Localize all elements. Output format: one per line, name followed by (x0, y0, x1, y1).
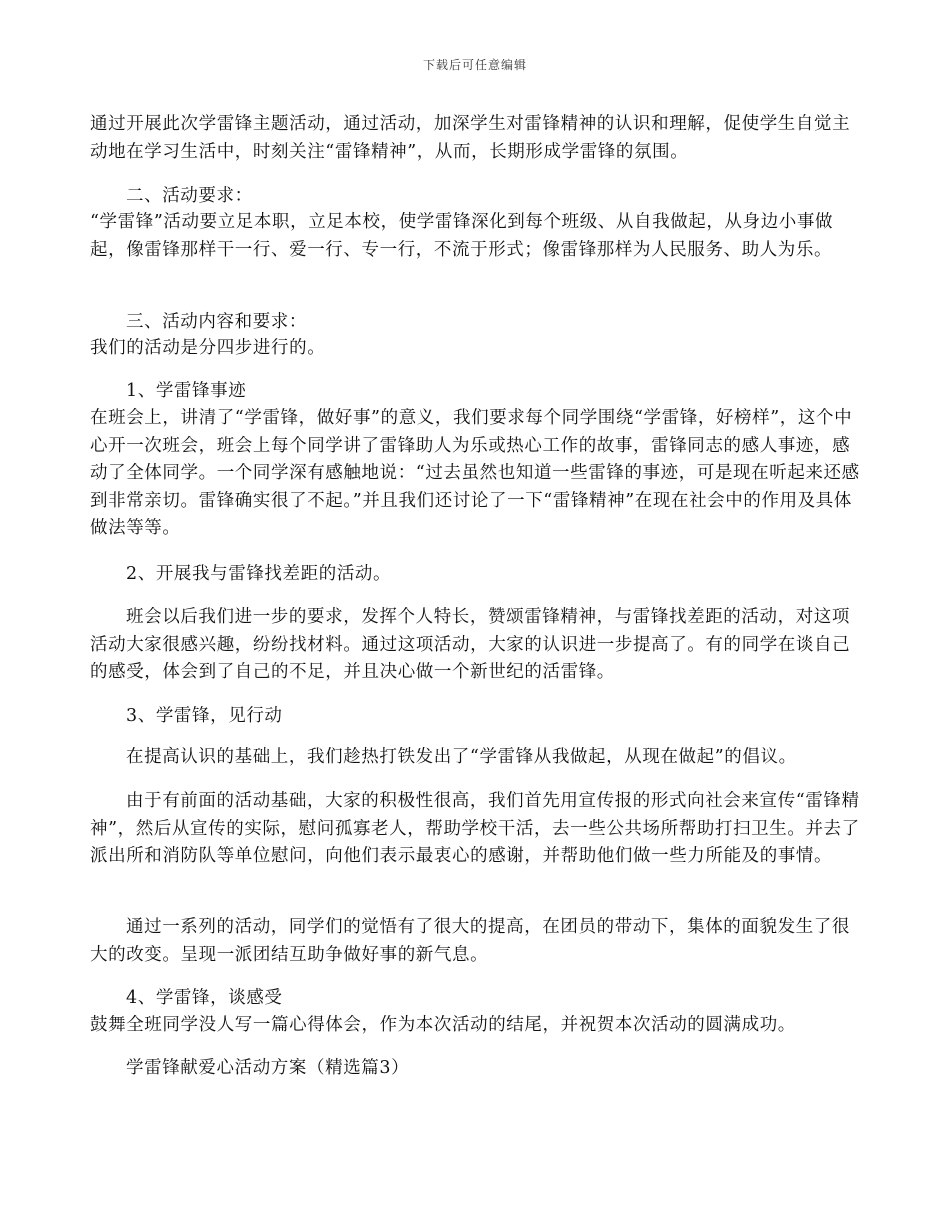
intro-paragraph: 通过开展此次学雷锋主题活动，通过活动，加深学生对雷锋精神的认识和理解，促使学生自觉主动地在学习生活中，时刻关注“雷锋精神”，从而，长期形成学雷锋的氛围。 (90, 114, 851, 162)
section2-heading: 二、活动要求： (126, 186, 253, 206)
step3-paragraph-3: 通过一系列的活动，同学们的觉悟有了很大的提高，在团员的带动下，集体的面貌发生了很大的改变。呈现一派团结互助争做好事的新气息。 (90, 917, 850, 965)
section3-body: 我们的活动是分四步进行的。 (90, 338, 326, 358)
step4-heading: 4、学雷锋，谈感受 (126, 988, 283, 1008)
next-section-title: 学雷锋献爱心活动方案（精选篇3） (126, 1058, 410, 1078)
step4-body: 鼓舞全班同学没人写一篇心得体会，作为本次活动的结尾，并祝贺本次活动的圆满成功。 (90, 1015, 796, 1035)
step2-heading: 2、开展我与雷锋找差距的活动。 (126, 564, 392, 584)
page-header: 下载后可任意编辑 (422, 58, 527, 72)
step3-paragraph-2: 由于有前面的活动基础，大家的积极性很高，我们首先用宣传报的形式向社会来宣传“雷锋精神”，然后从宣传的实际，慰问孤寡老人，帮助学校干活，去一些公共场所帮助打扫卫生。并去了派出所和消防队等单位慰问，向他们表示最衷心的感谢，并帮助他们做一些力所能及的事情。 (90, 791, 860, 866)
section2-body: “学雷锋”活动要立足本职，立足本校，使学雷锋深化到每个班级、从自我做起，从身边小事做起，像雷锋那样干一行、爱一行、专一行，不流于形式；像雷锋那样为人民服务、助人为乐。 (90, 212, 834, 260)
section3-heading: 三、活动内容和要求： (126, 312, 307, 332)
step3-paragraph-1: 在提高认识的基础上，我们趁热打铁发出了“学雷锋从我做起，从现在做起”的倡议。 (126, 747, 797, 767)
step3-heading: 3、学雷锋，见行动 (126, 706, 283, 726)
step2-body: 班会以后我们进一步的要求，发挥个人特长，赞颂雷锋精神，与雷锋找差距的活动，对这项活动大家很感兴趣，纷纷找材料。通过这项活动，大家的认识进一步提高了。有的同学在谈自己的感受，体会到了自己的不足，并且决心做一个新世纪的活雷锋。 (90, 607, 851, 682)
step1-heading: 1、学雷锋事迹 (126, 381, 247, 401)
step1-body: 在班会上，讲清了“学雷锋，做好事”的意义，我们要求每个同学围绕“学雷锋，好榜样”，这个中心开一次班会，班会上每个同学讲了雷锋助人为乐或热心工作的故事，雷锋同志的感人事迹，感动了全体同学。一个同学深有感触地说：“过去虽然也知道一些雷锋的事迹，可是现在听起来还感到非常亲切。雷锋确实很了不起。”并且我们还讨论了一下“雷锋精神”在现在社会中的作用及具体做法等等。 (90, 408, 860, 538)
